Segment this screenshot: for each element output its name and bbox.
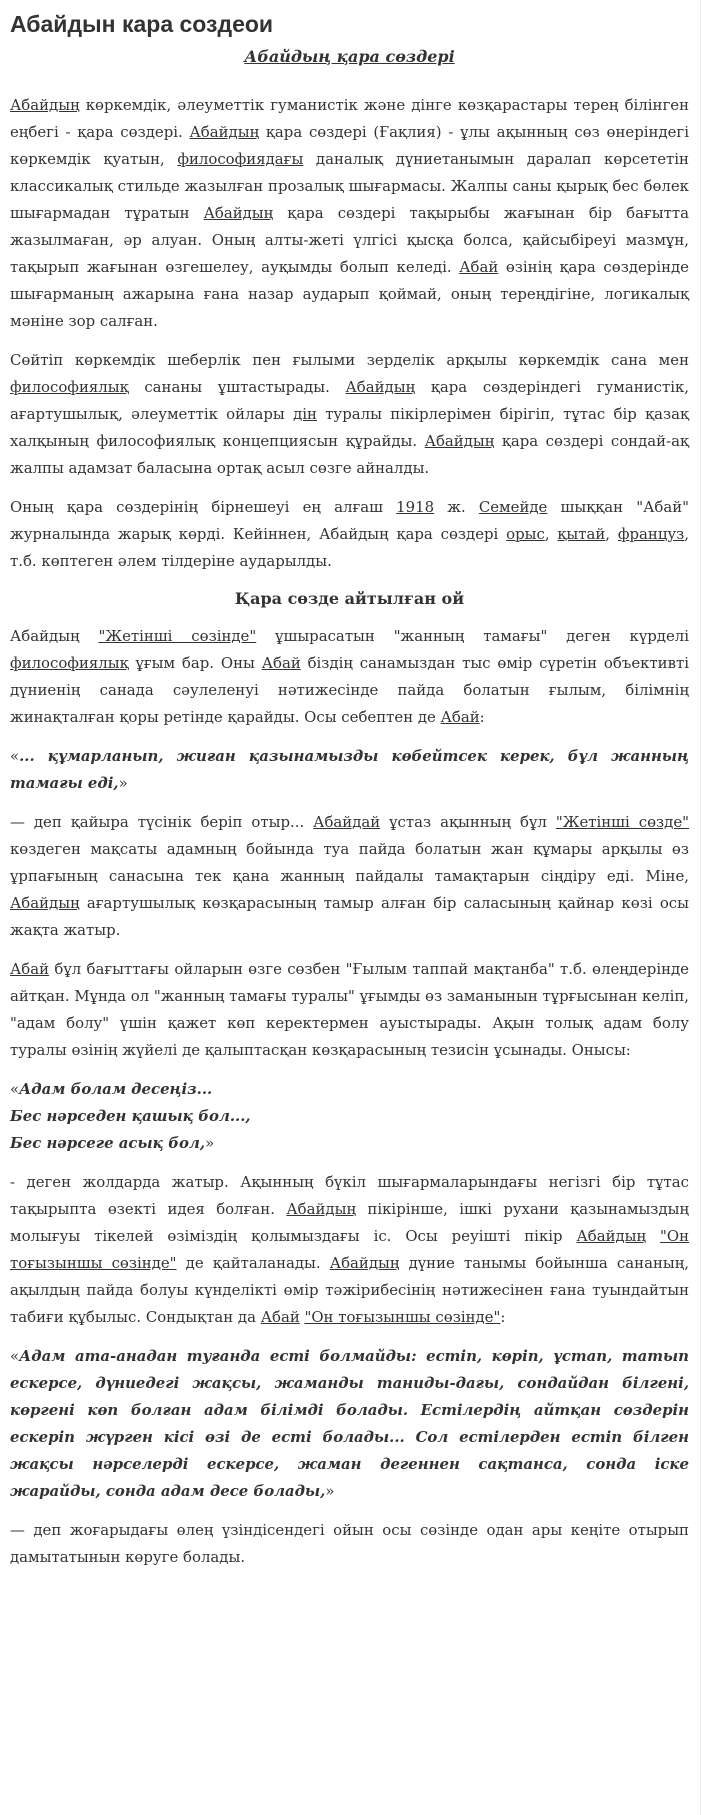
wiki-link[interactable]: Абайдың xyxy=(10,894,80,912)
wiki-link[interactable]: француз xyxy=(617,525,685,543)
quote-mark: « xyxy=(10,747,20,765)
paragraph-text: көркемдік, әлеуметтік гуманистік және дінге көзқарастары терең білінген еңбегі - қара сөздері. xyxy=(10,96,689,141)
paragraph-text: , xyxy=(544,525,558,543)
poem-line: Бес нәрсеге асық бол, xyxy=(10,1134,206,1152)
wiki-link[interactable]: философиялық xyxy=(10,378,129,396)
paragraph-text: шыққан "Абай" журналында жарық көрді. Кейіннен, Абайдың қара сөздері xyxy=(10,498,689,543)
wiki-link[interactable]: Абай xyxy=(459,258,499,276)
wiki-link[interactable]: Абайдың xyxy=(576,1227,647,1245)
quote-mark: » xyxy=(205,1134,215,1152)
paragraph-publication xyxy=(10,494,689,575)
quote-mark: » xyxy=(118,774,128,792)
wiki-link[interactable]: "Жетінші сөзінде" xyxy=(98,627,257,645)
paragraph-text: сананы ұштастырады. xyxy=(128,378,346,396)
paragraph-philosophy xyxy=(10,347,689,482)
wiki-link[interactable]: Абай xyxy=(260,1308,300,1326)
paragraph-text: де қайталанады. xyxy=(176,1254,330,1272)
paragraph-text: қара сөздеріндегі гуманистік, ағартушылық, әлеуметтік ойлары xyxy=(10,378,689,423)
poem-quote xyxy=(10,1076,689,1157)
paragraph-text: Оның қара сөздерінің бірнешеуі ең алғаш xyxy=(10,498,397,516)
wiki-link[interactable]: Абайдың xyxy=(286,1200,356,1218)
paragraph-text: қара сөздері сондай-ақ жалпы адамзат баласына ортақ асыл сөзге айналды. xyxy=(10,432,689,477)
paragraph-text: бұл бағыттағы ойларын өзге сөзбен "Ғылым таппай мақтанба" т.б. өлеңдерінде айтқан. Мұнда ол "жанның тамағы туралы" ұғымды өз заманынын тұрғысынан келіп, "адам болу" үшін қажет көп керектермен ауыстырады. Ақын толық адам болу туралы өзінің жүйелі де қалыптасқан көзқарасының тезисін ұсынады. Онысы: xyxy=(10,960,689,1059)
paragraph-text xyxy=(646,1227,660,1245)
wiki-link[interactable]: Абай xyxy=(440,708,480,726)
wiki-link[interactable]: "Он тоғызыншы сөзінде" xyxy=(10,1227,689,1272)
wiki-link[interactable]: философиялық xyxy=(10,654,129,672)
paragraph-nineteenth-word xyxy=(10,1169,689,1331)
wiki-link-year[interactable]: 1918 xyxy=(396,498,435,516)
quote-mark: « xyxy=(10,1080,20,1098)
paragraph-text: қара сөздері (Ғақлия) - ұлы ақынның сөз өнеріндегі көркемдік қуатын, xyxy=(10,123,689,168)
paragraph-text: - деген жолдарда жатыр. Ақынның бүкіл шығармаларындағы негізгі бір тұтас тақырыпта өзекті идея болған. xyxy=(10,1173,689,1218)
paragraph-text: , xyxy=(605,525,618,543)
wiki-link[interactable]: орыс xyxy=(506,525,545,543)
paragraph-conclusion xyxy=(10,1517,689,1571)
paragraph-text: ұшырасатын "жанның тамағы" деген күрделі xyxy=(256,627,689,645)
paragraph-text: Абайдың xyxy=(10,627,99,645)
wiki-link[interactable]: Абайдың xyxy=(189,123,260,141)
paragraph-text: ұғым бар. Оны xyxy=(128,654,262,672)
quote-text: ... құмарланып, жиған қазынамызды көбейтсек керек, бұл жанның тамағы еді, xyxy=(10,747,689,792)
paragraph-seventh-word xyxy=(10,623,689,731)
paragraph-text: ағартушылық көзқарасының тамыр алған бір саласының қайнар көзі осы жақта жатыр. xyxy=(10,894,689,939)
quote-text: Адам ата-анадан туғанда есті болмайды: естіп, көріп, ұстап, татып ескерсе, дүниедегі жақсы, жаманды таниды-дағы, сондайдан білгені, көргені көп болған адам білімді болады. Естілердің айтқан сөздерін ескеріп жүрген кісі өзі де есті болады... Сол естілерден естіп білген жақсы нәрселерді ескерсе, жаман дегеннен сақтанса, сонда іске жарайды, сонда адам десе болады, xyxy=(10,1347,689,1500)
paragraph-text: біздің санамыздан тыс өмір сүретін объективті дүниенің санада сәулеленуі нәтижесінде пайда болатын ғылым, білімнің жинақталған қоры ретінде қарайды. Осы себептен де xyxy=(10,654,689,726)
paragraph-text: : xyxy=(479,708,485,726)
paragraph-text: туралы пікірлерімен бірігіп, тұтас бір қазақ халқының философиялық концепциясын құрайды. xyxy=(10,405,689,450)
quote-mark: » xyxy=(325,1482,335,1500)
article-title-link[interactable]: Абайдың қара сөздері xyxy=(244,47,455,66)
article-title xyxy=(10,46,689,68)
paragraph-text: — деп жоғарыдағы өлең үзіндісендегі ойын осы сөзінде одан ары кеңіте отырып дамытатынын көруге болады. xyxy=(10,1521,689,1566)
wiki-link[interactable]: қытай xyxy=(557,525,606,543)
wiki-link[interactable]: Абайдың xyxy=(329,1254,400,1272)
paragraph-text: — деп қайыра түсінік беріп отыр... xyxy=(10,813,314,831)
wiki-link[interactable]: философиядағы xyxy=(177,150,304,168)
paragraph-text: ұстаз ақынның бұл xyxy=(380,813,556,831)
paragraph-knowledge xyxy=(10,956,689,1064)
wiki-link[interactable]: Абайдың xyxy=(203,204,274,222)
wiki-link[interactable]: Семейде xyxy=(478,498,548,516)
paragraph-text: дүние танымы бойынша сананың, ақылдың пайда болуы күнделікті өмір тәжірибесінің нәтижесінен ғана туындайтын табиғи құбылыс. Сондықтан да xyxy=(10,1254,689,1326)
paragraph-text: көздеген мақсаты адамның бойында туа пайда болатын жан құмары арқылы өз ұрпағының санасына тек қана жанның пайдалы тамақтарын сіңдіру еді. Міне, xyxy=(10,840,689,885)
quote-block xyxy=(10,1343,689,1505)
section-heading: Қара сөзде айтылған ой xyxy=(234,589,465,608)
paragraph-intro xyxy=(10,92,689,335)
wiki-link[interactable]: Абайдай xyxy=(313,813,381,831)
wiki-link[interactable]: "Жетінші сөзде" xyxy=(555,813,689,831)
wiki-link[interactable]: дін xyxy=(293,405,317,423)
paragraph-text: ж. xyxy=(434,498,479,516)
wiki-link[interactable]: Абай xyxy=(10,960,50,978)
quote-mark: « xyxy=(10,1347,20,1365)
paragraph-text: пікірінше, ішкі рухани қазынамыздың молығуы тікелей өзіміздің қолымыздағы іс. Осы реуішті пікір xyxy=(10,1200,689,1245)
paragraph-text: өзінің қара сөздерінде шығарманың ажарына ғана назар аударып қоймай, оның тереңдігіне, логикалық мәніне зор салған. xyxy=(10,258,689,330)
poem-line: Адам болам десеңіз... xyxy=(19,1080,213,1098)
wiki-link[interactable]: "Он тоғызыншы сөзінде" xyxy=(304,1308,501,1326)
wiki-link[interactable]: Абай xyxy=(261,654,301,672)
paragraph-commentary xyxy=(10,809,689,944)
wiki-link[interactable]: Абайдың xyxy=(424,432,495,450)
paragraph-text: қара сөздері тақырыбы жағынан бір бағытта жазылмаған, әр алуан. Оның алты-жеті үлгісі қысқа болса, қайсыбіреуі мазмұн, тақырып жағынан өзгешелеу, ауқымды болып келеді. xyxy=(10,204,690,276)
paragraph-text: , т.б. көптеген әлем тілдеріне аударылды. xyxy=(10,525,690,570)
quote-block xyxy=(10,743,689,797)
paragraph-text: Сөйтіп көркемдік шеберлік пен ғылыми зерделік арқылы көркемдік сана мен xyxy=(10,351,689,369)
page-title: Абайдын кара создеои xyxy=(10,11,274,37)
wiki-link[interactable]: Абайдың xyxy=(10,96,80,114)
poem-line: Бес нәрседен қашық бол..., xyxy=(10,1107,251,1125)
paragraph-text: : xyxy=(500,1308,506,1326)
wiki-link[interactable]: Абайдың xyxy=(345,378,416,396)
paragraph-text: даналық дүниетанымын даралап көрсететін классикалық стильде жазылған прозалық шығармасы. Жалпы саны қырық бес бөлек шығармадан тұратын xyxy=(10,150,689,222)
